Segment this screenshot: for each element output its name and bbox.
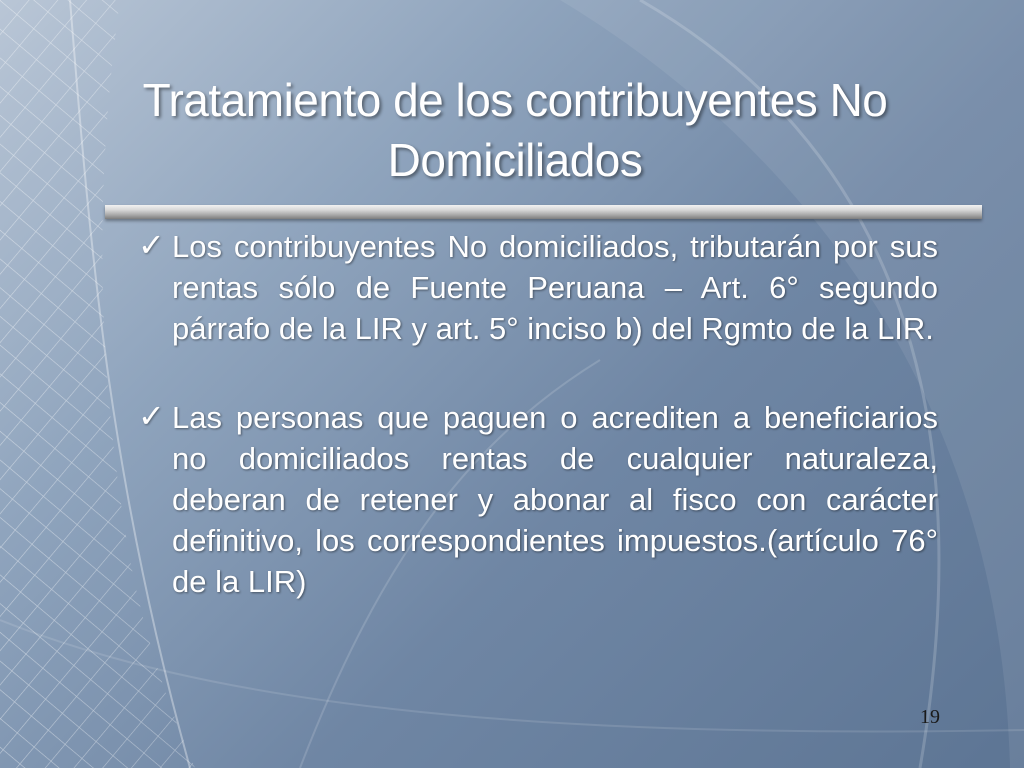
page-number: 19 [920, 706, 940, 728]
bullet-item-2 [130, 397, 938, 602]
slide-title-line-1: Tratamiento de los contribuyentes No [142, 74, 888, 126]
bullet-text: Las personas que paguen o acrediten a beneficiarios no domiciliados rentas de cualquier naturaleza, deberan de retener y abonar al fisco con carácter definitivo, los correspondientes impuestos.(artículo 76° de la LIR) [172, 400, 938, 599]
checkmark-icon: ✓ [138, 226, 165, 264]
bullet-list [130, 226, 938, 602]
checkmark-icon: ✓ [138, 397, 165, 435]
bullet-item-1 [130, 226, 938, 349]
bullet-text: Los contribuyentes No domiciliados, tributarán por sus rentas sólo de Fuente Peruana – Art. 6° segundo párrafo de la LIR y art. 5° inciso b) del Rgmto de la LIR. [172, 229, 938, 346]
slide-title [60, 70, 970, 190]
slide-title-line-2: Domiciliados [387, 134, 643, 186]
title-divider [105, 205, 982, 219]
